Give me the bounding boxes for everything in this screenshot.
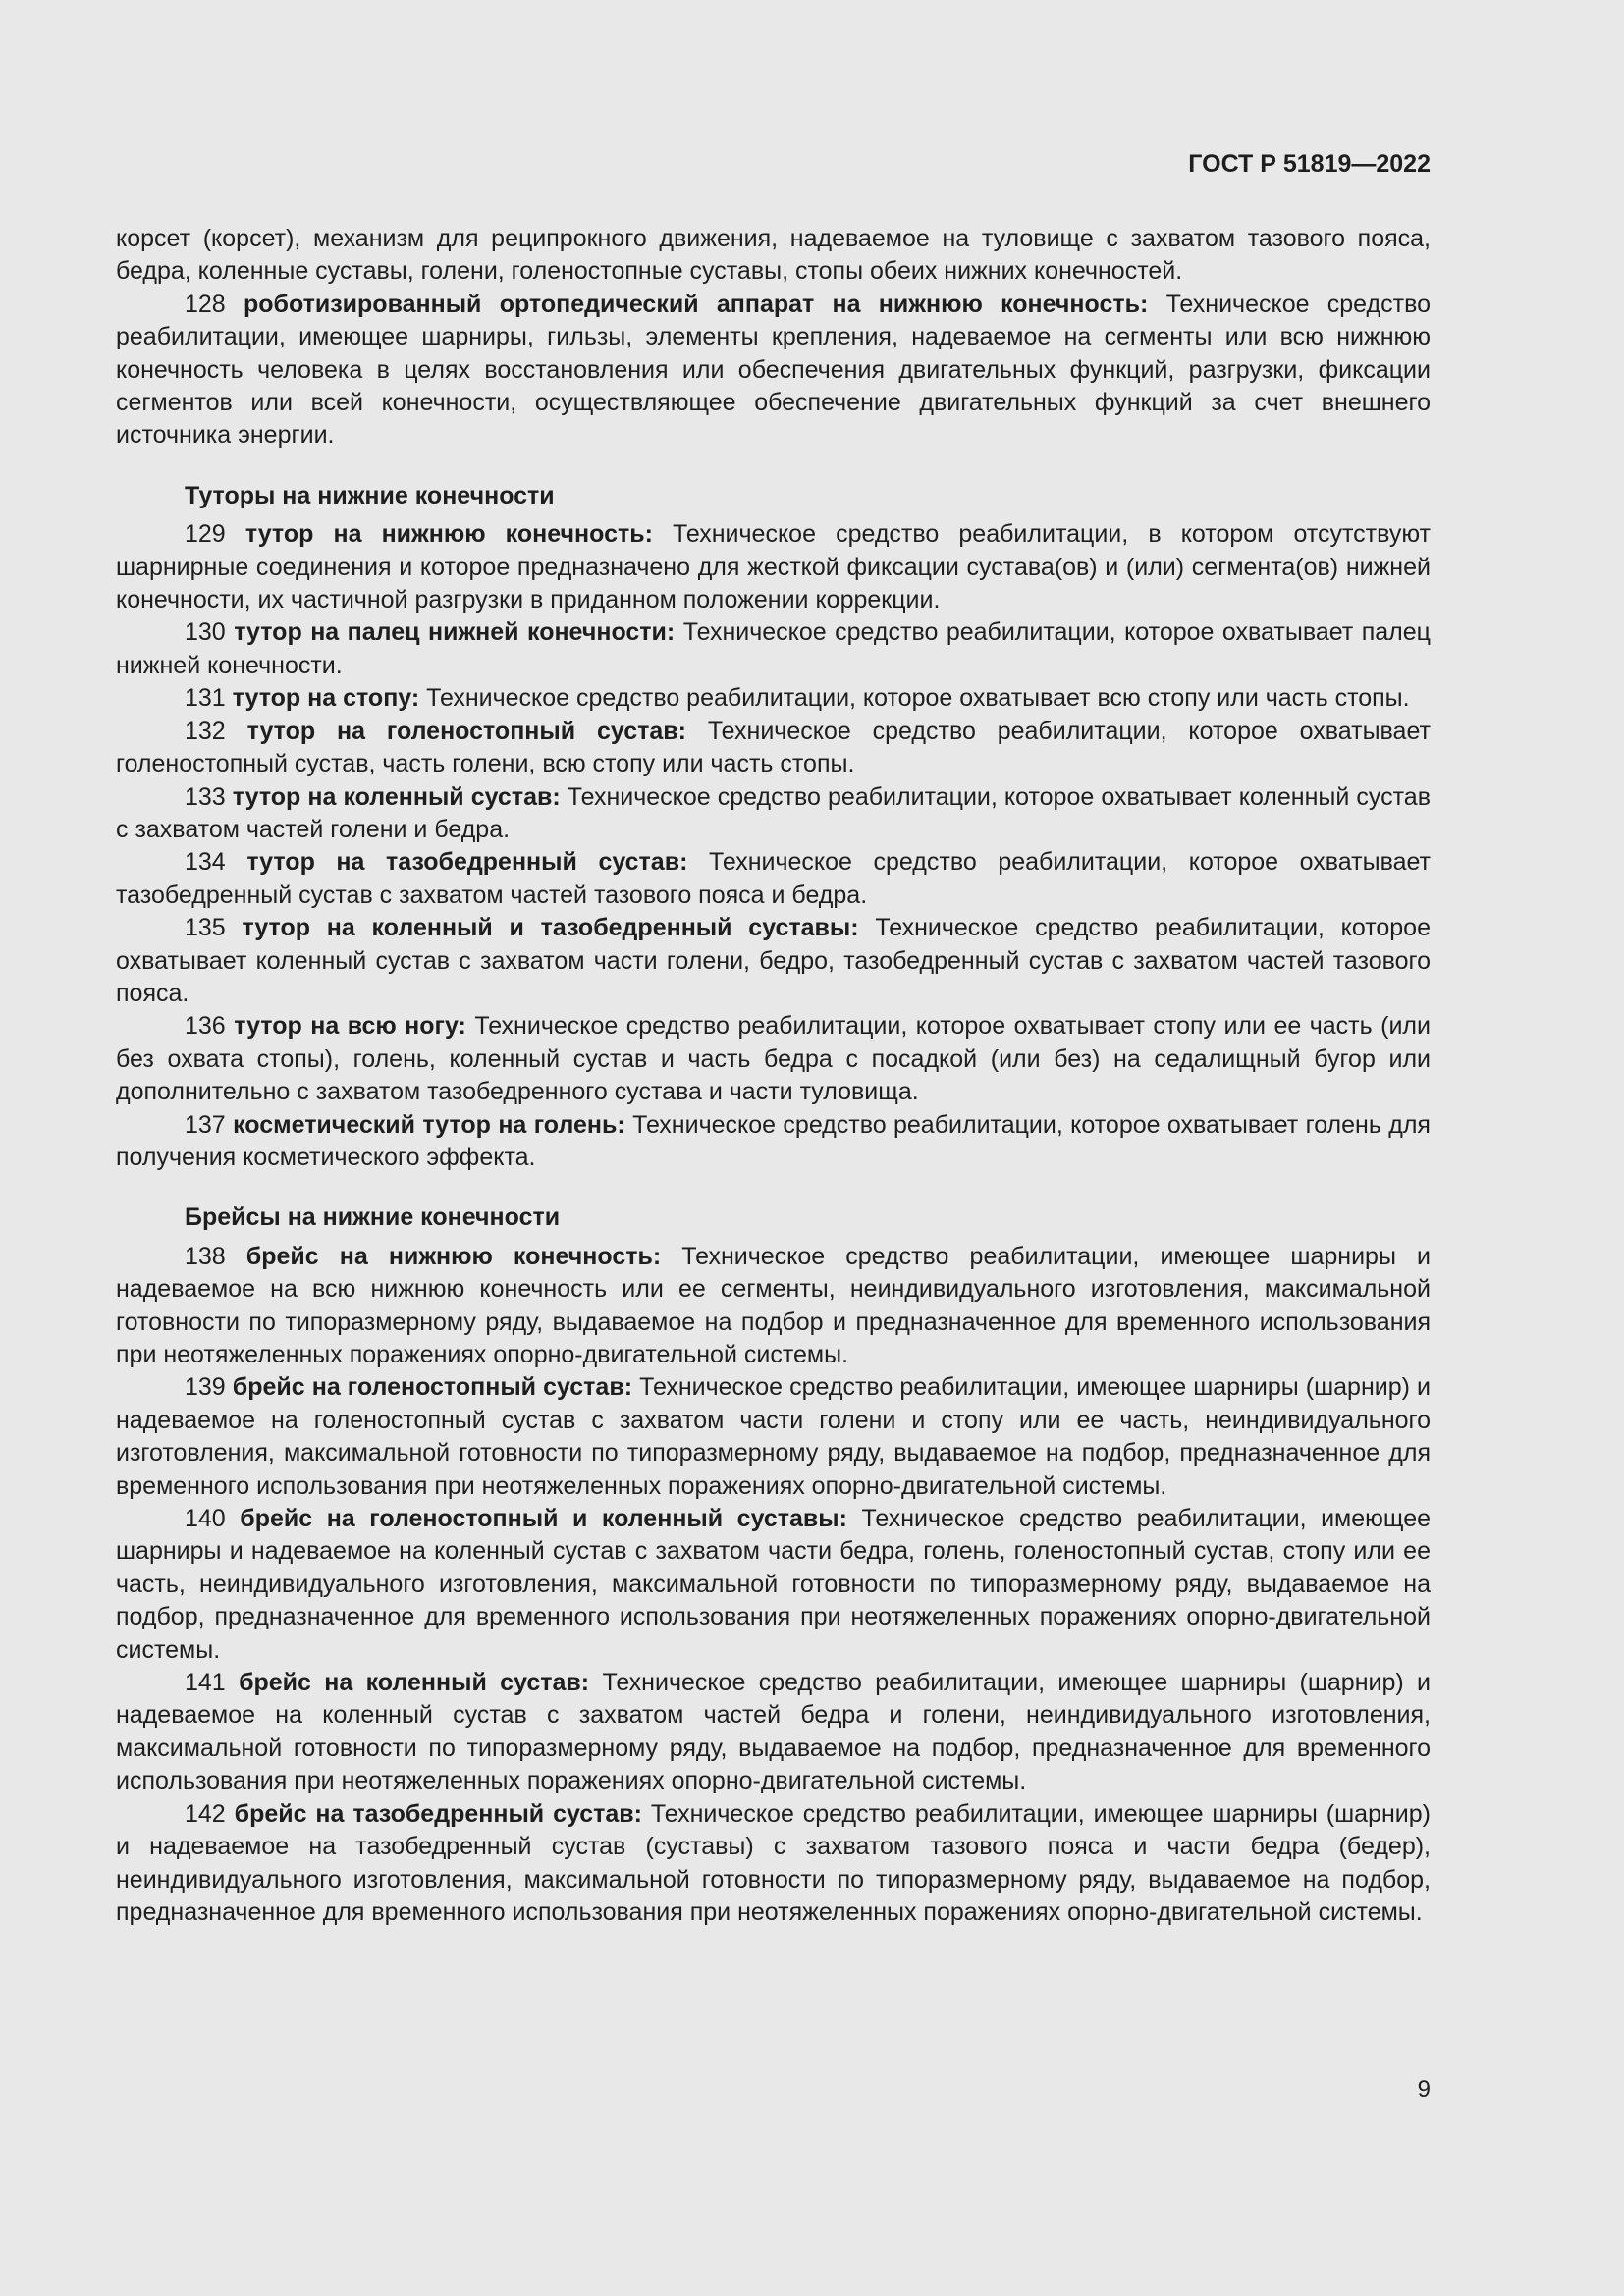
term-title: тутор на коленный сустав: [232,782,561,811]
section-heading-tutors: Туторы на нижние конечности [185,481,555,509]
term-title: брейс на коленный сустав: [239,1669,590,1697]
term-title: тутор на тазобедренный сустав: [246,848,688,877]
term-title: косметический тутор на голень: [233,1110,625,1139]
term-title: брейс на нижнюю конечность: [245,1242,662,1270]
term-title: тутор на стопу: [232,684,420,713]
section-heading-braces: Брейсы на нижние конечности [185,1203,561,1232]
term-title: тутор на голеностопный сустав: [246,717,686,745]
term-137: 137 косметический тутор на голень: Техническое средство реабилитации, которое охватывает голень для получения косметического эффекта. [116,1110,1431,1171]
term-135: 135 тутор на коленный и тазобедренный суставы: Техническое средство реабилитации, которое охватывает коленный сустав с захватом части голени, бедро, тазобедренный сустав с захватом частей тазового пояса. [116,914,1431,1007]
term-130: 130 тутор на палец нижней конечности: Техническое средство реабилитации, которое охватывает палец нижней конечности. [116,618,1431,679]
term-title: брейс на голеностопный сустав: [232,1373,633,1402]
term-title: тутор на палец нижней конечности: [234,618,676,647]
term-title: роботизированный ортопедический аппарат на нижнюю конечность: [243,290,1149,318]
page-number: 9 [1417,2076,1431,2103]
term-141: 141 брейс на коленный сустав: Техническое средство реабилитации, имеющее шарниры (шарнир) и надеваемое на коленный сустав с захватом частей бедра и голени, неиндивидуального изготовления, максимальной готовности по типоразмерному ряду, выдаваемое на подбор, предназначенное для временного использования при неотяжеленных поражениях опорно-двигательной системы. [116,1669,1431,1795]
term-134: 134 тутор на тазобедренный сустав: Техническое средство реабилитации, которое охватывает тазобедренный сустав с захватом частей тазового пояса и бедра. [116,848,1431,909]
term-title: тутор на нижнюю конечность: [244,520,653,549]
term-139: 139 брейс на голеностопный сустав: Техническое средство реабилитации, имеющее шарниры (шарнир) и надеваемое на голеностопный сустав с захватом части голени и стопу или ее часть, неиндивидуального изготовления, максимальной готовности по типоразмерному ряду, выдаваемое на подбор, предназначенное для временного использования при неотяжеленных поражениях опорно-двигательной системы. [116,1373,1431,1500]
term-128: 128 роботизированный ортопедический аппарат на нижнюю конечность: Техническое средство реабилитации, имеющее шарниры, гильзы, элементы крепления, надеваемое на сегменты или всю нижнюю конечность человека в целях восстановления или обеспечения двигательных функций, разгрузки, фиксации сегментов или всей конечности, осуществляющее обеспечение двигательных функций за счет внешнего источника энергии. [116,290,1431,450]
document-id-header: ГОСТ Р 51819—2022 [1188,150,1431,178]
document-page [116,0,1431,2296]
term-138: 138 брейс на нижнюю конечность: Техническое средство реабилитации, имеющее шарниры и надеваемое на всю нижнюю конечность или ее сегменты, неиндивидуального изготовления, максимальной готовности по типоразмерному ряду, выдаваемое на подбор и предназначенное для временного использования при неотяжеленных поражениях опорно-двигательной системы. [116,1242,1431,1368]
term-title: тутор на всю ногу: [234,1012,466,1041]
paragraph-continuation: корсет (корсет), механизм для реципрокного движения, надеваемое на туловище с захватом тазового пояса, бедра, коленные суставы, голени, голеностопные суставы, стопы обеих нижних конечностей. [116,225,1431,286]
term-142: 142 брейс на тазобедренный сустав: Техническое средство реабилитации, имеющее шарниры (шарнир) и надеваемое на тазобедренный сустав (суставы) с захватом тазового пояса и части бедра (бедер), неиндивидуального изготовления, максимальной готовности по типоразмерному ряду, выдаваемое на подбор, предназначенное для временного использования при неотяжеленных поражениях опорно-двигательной системы. [116,1799,1431,1926]
term-136: 136 тутор на всю ногу: Техническое средство реабилитации, которое охватывает стопу или ее часть (или без охвата стопы), голень, коленный сустав и часть бедра с посадкой (или без) на седалищный бугор или дополнительно с захватом тазобедренного сустава и части туловища. [116,1012,1431,1106]
term-title: тутор на коленный и тазобедренный суставы: [242,914,859,942]
term-131: 131 тутор на стопу: Техническое средство реабилитации, которое охватывает всю стопу или часть стопы. [185,684,1410,713]
term-title: брейс на голеностопный и коленный суставы: [240,1505,847,1533]
term-132: 132 тутор на голеностопный сустав: Техническое средство реабилитации, которое охватывает голеностопный сустав, часть голени, всю стопу или часть стопы. [116,717,1431,778]
term-140: 140 брейс на голеностопный и коленный суставы: Техническое средство реабилитации, имеющее шарниры и надеваемое на коленный сустав с захватом части бедра, голень, голеностопный сустав, стопу или ее часть, неиндивидуального изготовления, максимальной готовности по типоразмерному ряду, выдаваемое на подбор, предназначенное для временного использования при неотяжеленных поражениях опорно-двигательной системы. [116,1505,1431,1664]
term-129: 129 тутор на нижнюю конечность: Техническое средство реабилитации, в котором отсутствуют шарнирные соединения и которое предназначено для жесткой фиксации сустава(ов) и (или) сегмента(ов) нижней конечности, их частичной разгрузки в приданном положении коррекции. [116,520,1431,614]
term-title: брейс на тазобедренный сустав: [234,1799,642,1828]
term-133: 133 тутор на коленный сустав: Техническое средство реабилитации, которое охватывает коленный сустав с захватом частей голени и бедра. [116,782,1431,843]
document-body [116,223,1431,1929]
